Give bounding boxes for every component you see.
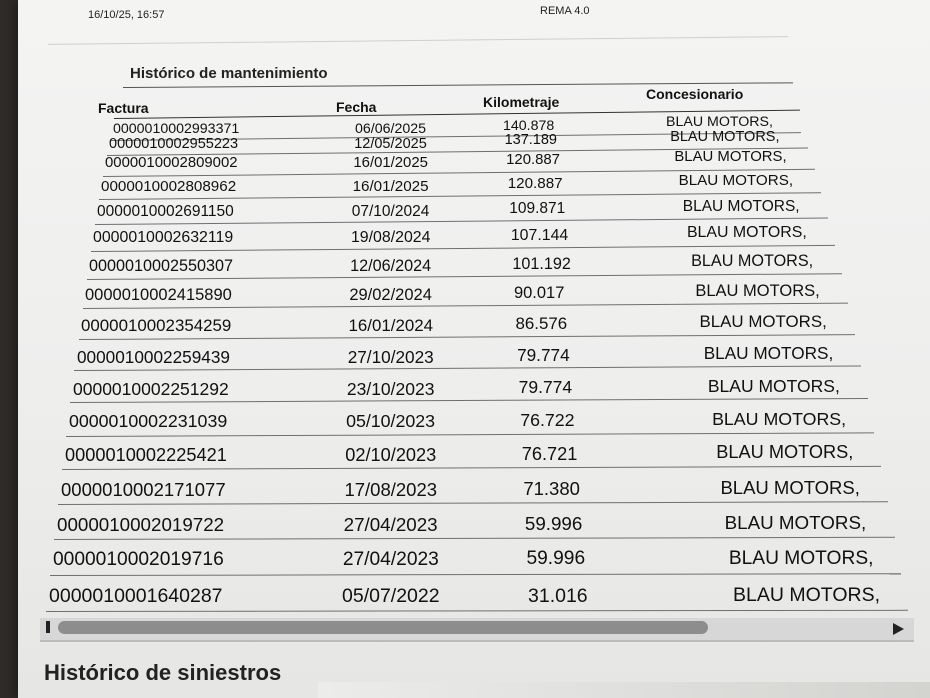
claims-history-title: Histórico de siniestros <box>44 660 282 685</box>
cell-concesionario: BLAU MOTORS, <box>699 312 827 332</box>
cell-concesionario: BLAU MOTORS, <box>724 511 867 533</box>
cell-fecha: 07/10/2024 <box>351 203 430 221</box>
column-header-kilometraje: Kilometraje <box>483 94 560 110</box>
cell-concesionario: BLAU MOTORS, <box>670 128 780 145</box>
cell-factura: 0000010002171077 <box>61 478 226 500</box>
cell-concesionario: BLAU MOTORS, <box>720 476 860 498</box>
cell-concesionario: BLAU MOTORS, <box>733 584 881 606</box>
scroll-right-arrow-icon[interactable] <box>893 623 904 635</box>
cell-fecha: 27/04/2023 <box>342 549 439 571</box>
cell-kilometraje: 90.017 <box>513 283 565 302</box>
cell-kilometraje: 109.871 <box>509 200 566 218</box>
cell-concesionario: BLAU MOTORS, <box>682 197 800 215</box>
cell-fecha: 06/06/2025 <box>355 121 427 137</box>
column-header-concesionario: Concesionario <box>646 86 744 102</box>
cell-factura: 0000010001640287 <box>49 585 223 607</box>
cell-fecha: 12/06/2024 <box>350 257 432 276</box>
cell-concesionario: BLAU MOTORS, <box>703 343 834 364</box>
cell-factura: 0000010002251292 <box>73 378 229 399</box>
cell-factura: 0000010002415890 <box>85 286 232 305</box>
page-edge-shadow <box>318 682 930 698</box>
cell-fecha: 29/02/2024 <box>349 286 432 305</box>
horizontal-scrollbar[interactable] <box>40 618 914 642</box>
cell-kilometraje: 79.774 <box>518 377 573 398</box>
cell-kilometraje: 86.576 <box>515 314 568 334</box>
cell-kilometraje: 120.887 <box>506 152 560 169</box>
cell-concesionario: BLAU MOTORS, <box>691 252 814 271</box>
app-name: REMA 4.0 <box>540 5 590 17</box>
cell-kilometraje: 101.192 <box>512 254 571 273</box>
cell-factura: 0000010002259439 <box>77 347 230 368</box>
cell-fecha: 17/08/2023 <box>344 478 438 500</box>
cell-factura: 0000010002691150 <box>97 203 234 221</box>
cell-factura: 0000010002019722 <box>57 513 225 535</box>
cell-concesionario: BLAU MOTORS, <box>666 114 773 130</box>
row-divider <box>50 573 901 576</box>
row-divider <box>58 501 888 505</box>
cell-fecha: 16/01/2024 <box>348 316 434 336</box>
row-divider <box>46 610 908 612</box>
cell-fecha: 05/07/2022 <box>342 585 440 607</box>
cell-kilometraje: 59.996 <box>526 548 586 570</box>
cell-factura: 0000010002231039 <box>69 411 228 432</box>
cell-factura: 0000010002225421 <box>65 444 227 465</box>
cell-concesionario: BLAU MOTORS, <box>707 375 840 396</box>
cell-fecha: 19/08/2024 <box>350 229 431 247</box>
header-divider <box>48 36 788 45</box>
cell-fecha: 16/01/2025 <box>353 155 428 172</box>
cell-concesionario: BLAU MOTORS, <box>712 408 847 429</box>
cell-kilometraje: 59.996 <box>524 512 583 534</box>
cell-factura: 0000010002354259 <box>81 316 232 336</box>
cell-factura: 0000010002632119 <box>93 229 234 247</box>
cell-concesionario: BLAU MOTORS, <box>695 281 820 300</box>
cell-kilometraje: 140.878 <box>503 117 555 134</box>
cell-fecha: 16/01/2025 <box>352 178 429 196</box>
cell-kilometraje: 76.721 <box>521 443 578 464</box>
row-divider <box>66 432 874 437</box>
document-page <box>18 0 930 698</box>
cell-kilometraje: 120.887 <box>507 175 563 193</box>
maintenance-history-title: Histórico de mantenimiento <box>130 65 328 82</box>
scroll-left-marker[interactable] <box>46 621 50 633</box>
cell-concesionario: BLAU MOTORS, <box>678 172 794 190</box>
cell-fecha: 27/04/2023 <box>343 513 438 535</box>
print-datetime: 16/10/25, 16:57 <box>88 9 165 21</box>
cell-factura: 0000010002955223 <box>109 135 239 152</box>
cell-factura: 0000010002808962 <box>101 178 237 196</box>
scroll-thumb[interactable] <box>58 621 708 634</box>
cell-factura: 000001000299337​1 <box>113 121 240 137</box>
cell-kilometraje: 107.144 <box>510 226 569 244</box>
column-header-fecha: Fecha <box>336 99 377 115</box>
cell-fecha: 02/10/2023 <box>345 444 437 465</box>
cell-kilometraje: 71.380 <box>523 477 580 499</box>
cell-factura: 0000010002550307 <box>89 257 234 276</box>
cell-concesionario: BLAU MOTORS, <box>716 442 854 463</box>
row-divider <box>54 537 894 540</box>
cell-concesionario: BLAU MOTORS, <box>728 547 874 569</box>
cell-fecha: 05/10/2023 <box>346 411 436 432</box>
cell-concesionario: BLAU MOTORS, <box>674 149 787 166</box>
cell-kilometraje: 31.016 <box>528 584 588 607</box>
cell-factura: 0000010002019716 <box>53 549 224 571</box>
column-header-factura: Factura <box>98 100 149 116</box>
cell-kilometraje: 76.722 <box>520 410 575 431</box>
cell-kilometraje: 137.189 <box>504 132 557 149</box>
cell-concesionario: BLAU MOTORS, <box>686 224 807 242</box>
cell-fecha: 23/10/2023 <box>346 378 435 399</box>
cell-fecha: 27/10/2023 <box>347 347 434 368</box>
row-divider <box>62 466 881 470</box>
cell-kilometraje: 79.774 <box>517 345 570 366</box>
cell-factura: 0000010002809002 <box>105 155 238 172</box>
cell-fecha: 12/05/2025 <box>354 135 427 152</box>
